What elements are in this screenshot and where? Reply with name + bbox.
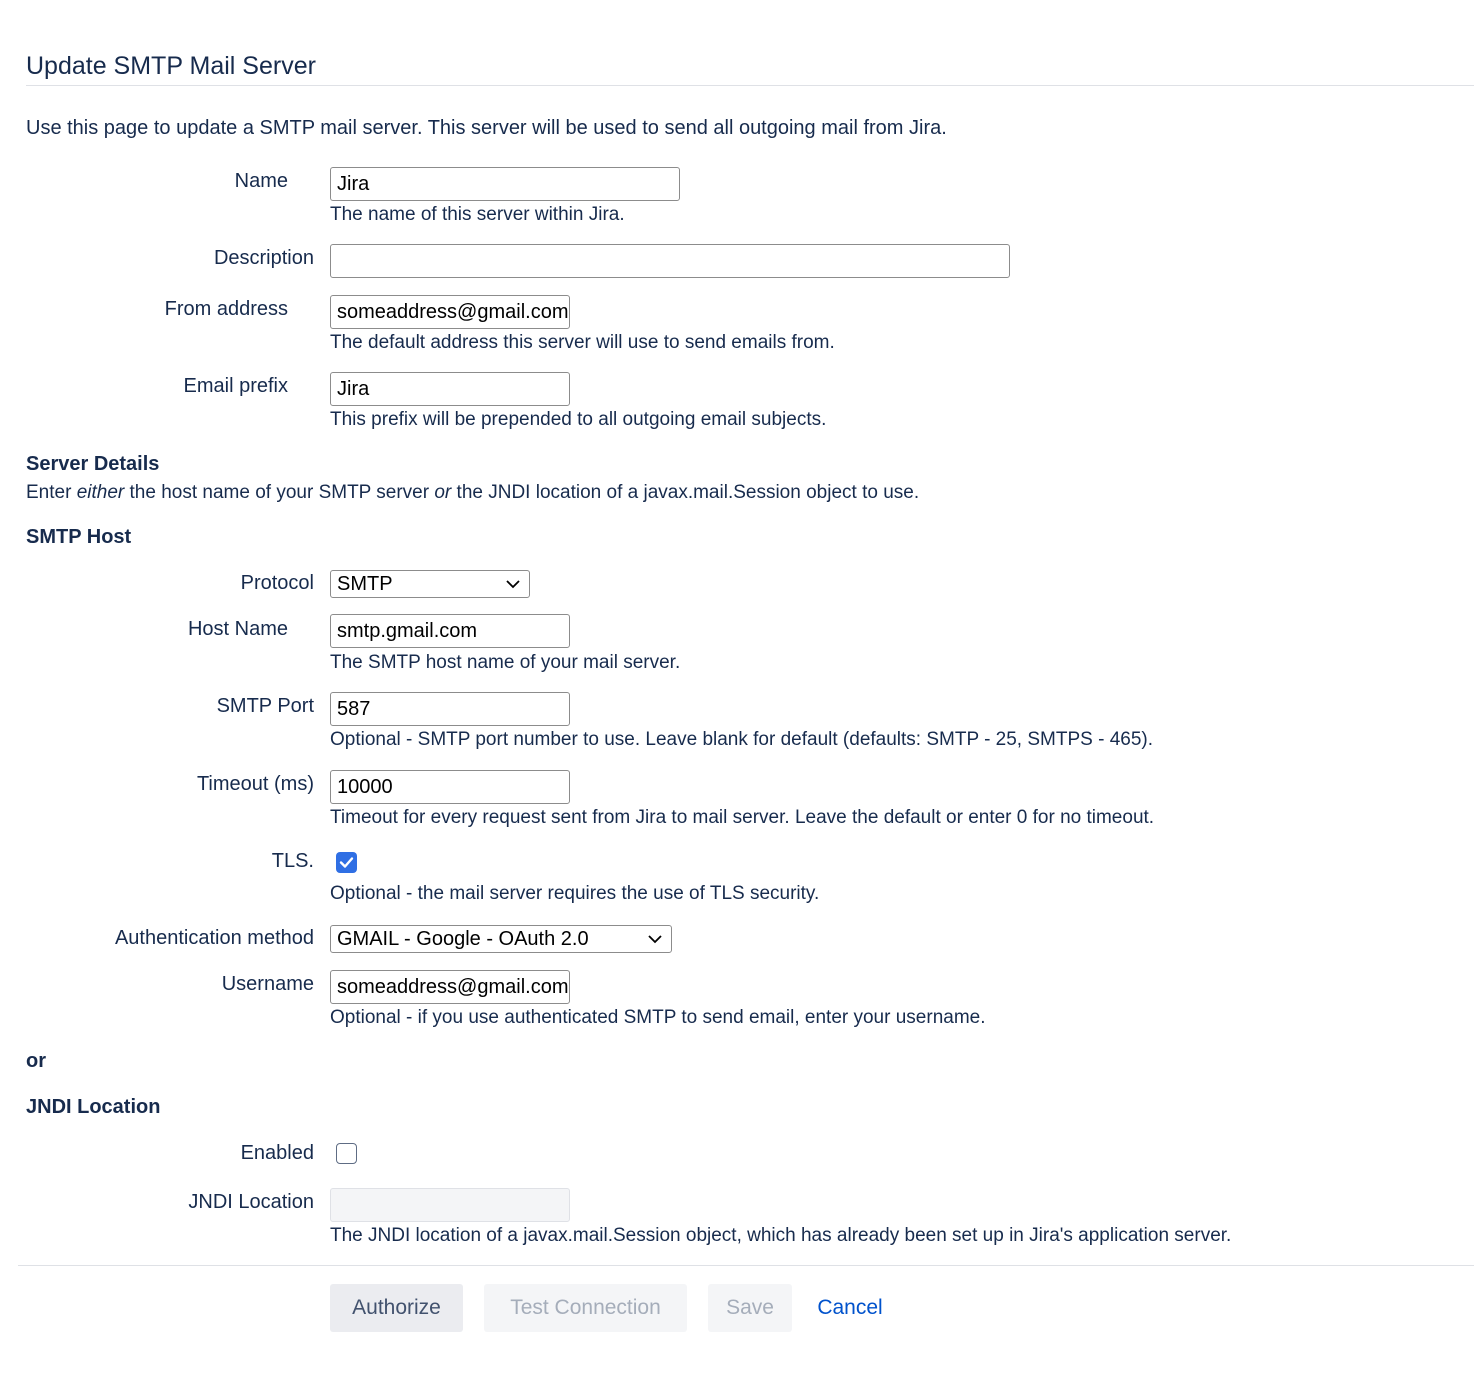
protocol-select[interactable]	[330, 570, 530, 598]
chevron-down-icon	[505, 576, 521, 592]
tls-help: Optional - the mail server requires the use of TLS security.	[330, 883, 820, 904]
smtp-port-input[interactable]: 587	[330, 692, 570, 726]
protocol-label: Protocol	[240, 572, 314, 594]
smtp-port-label: SMTP Port	[216, 695, 314, 717]
username-label: Username	[221, 973, 314, 995]
protocol-selected-value: SMTP	[337, 573, 393, 595]
description-input[interactable]	[330, 244, 1010, 278]
test-connection-button[interactable]: Test Connection	[484, 1284, 687, 1332]
checkmark-icon	[339, 855, 354, 870]
name-help: The name of this server within Jira.	[330, 204, 625, 225]
jndi-location-input[interactable]	[330, 1188, 570, 1222]
server-details-heading: Server Details	[26, 453, 160, 475]
timeout-help: Timeout for every request sent from Jira to mail server. Leave the default or enter 0 for no timeout.	[330, 807, 1155, 828]
server-details-description: Enter either the host name of your SMTP server or the JNDI location of a javax.mail.Session object to use.	[26, 482, 920, 503]
jndi-location-help: The JNDI location of a javax.mail.Session object, which has already been set up in Jira's application server.	[330, 1225, 1232, 1246]
jndi-heading: JNDI Location	[26, 1096, 161, 1118]
email-prefix-help: This prefix will be prepended to all outgoing email subjects.	[330, 409, 827, 430]
jndi-enabled-label: Enabled	[240, 1142, 314, 1164]
page-title: Update SMTP Mail Server	[26, 52, 316, 80]
host-name-help: The SMTP host name of your mail server.	[330, 652, 681, 673]
footer-divider	[18, 1265, 1474, 1266]
chevron-down-icon	[647, 931, 663, 947]
auth-method-label: Authentication method	[114, 927, 314, 949]
from-address-help: The default address this server will use to send emails from.	[330, 332, 835, 353]
page-intro: Use this page to update a SMTP mail server. This server will be used to send all outgoing mail from Jira.	[26, 117, 947, 139]
timeout-label: Timeout (ms)	[196, 773, 314, 795]
host-name-label: Host Name	[187, 618, 288, 640]
username-input[interactable]: someaddress@gmail.com	[330, 970, 570, 1004]
from-address-input[interactable]: someaddress@gmail.com	[330, 295, 570, 329]
name-input[interactable]: Jira	[330, 167, 680, 201]
title-divider	[26, 85, 1474, 86]
jndi-enabled-checkbox[interactable]	[336, 1143, 357, 1164]
description-label: Description	[213, 247, 314, 269]
jndi-location-label: JNDI Location	[188, 1191, 314, 1213]
name-label: Name	[234, 170, 288, 192]
timeout-input[interactable]: 10000	[330, 770, 570, 804]
auth-method-selected-value: GMAIL - Google - OAuth 2.0	[337, 928, 589, 950]
email-prefix-label: Email prefix	[183, 375, 288, 397]
tls-checkbox[interactable]	[336, 852, 357, 873]
authorize-button[interactable]: Authorize	[330, 1284, 463, 1332]
smtp-host-heading: SMTP Host	[26, 526, 132, 548]
host-name-input[interactable]: smtp.gmail.com	[330, 614, 570, 648]
from-address-label: From address	[164, 298, 288, 320]
cancel-link[interactable]: Cancel	[817, 1296, 883, 1319]
smtp-port-help: Optional - SMTP port number to use. Leave blank for default (defaults: SMTP - 25, SMTPS - 465).	[330, 729, 1154, 750]
email-prefix-input[interactable]: Jira	[330, 372, 570, 406]
username-help: Optional - if you use authenticated SMTP to send email, enter your username.	[330, 1007, 986, 1028]
tls-label: TLS.	[271, 850, 314, 872]
or-separator: or	[26, 1050, 46, 1072]
save-button[interactable]: Save	[708, 1284, 792, 1332]
auth-method-select[interactable]	[330, 925, 672, 953]
